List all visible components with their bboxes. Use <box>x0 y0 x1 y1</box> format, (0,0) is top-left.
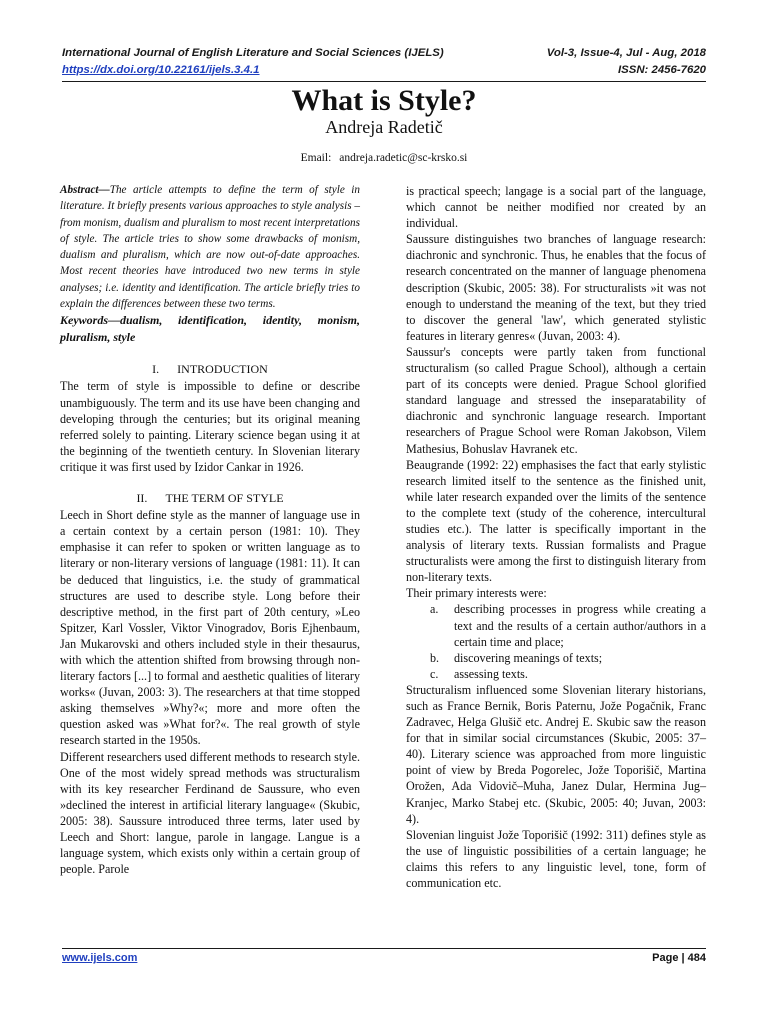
left-column <box>60 182 360 877</box>
section-heading-term-of-style <box>60 490 360 506</box>
paragraph: Beaugrande (1992: 22) emphasises the fact that early stylistic research limited itself to the sentence as the finished unit, while later research expanded over the limits of the sentence to the complete text (study of the coherence, intercultural studies etc.). The latter is specifically important in the analysis of literary texts. Russian formalists and Prague structuralists were among the first to distinguish literary from non-literary texts. <box>406 457 706 585</box>
footer-rule <box>62 948 706 949</box>
paragraph: is practical speech; langage is a social part of the language, which cannot be neither modified nor created by an individual. <box>406 184 706 231</box>
paragraph: Leech in Short define style as the manner of language use in a certain context by a certain person (1981: 10). They emphasise it can refer to spoken or written language as to literary or non-literary versions of language (1981: 11). It can be deduced that linguistics, i.e. the study of grammatical structures are used to describe style. Long before their descriptive method, in the first part of 20th century, »Leo Spitzer, Karl Vossler, Viktor Vinogradov, Boris Ejhenbaum, Jan Mukarovski and others included style in their thesaurus, with which the attention shifted from browsing through non-literary factors [...] to formal and aesthetic qualities of literary works« (Juvan, 2003: 3). The researchers at that time stopped asking themselves »Why?«; more and more often the question asked was »What for?«. The real growth of style research started in the 1950s. <box>60 508 360 748</box>
journal-name: International Journal of English Literature and Social Sciences (IJELS) <box>62 46 444 59</box>
page-number: Page | 484 <box>652 952 706 964</box>
interest-list <box>406 601 706 681</box>
running-header <box>62 44 706 78</box>
section-title: INTRODUCTION <box>177 362 268 377</box>
running-footer <box>62 952 706 964</box>
email-label: Email: <box>300 152 332 164</box>
right-column <box>406 183 706 891</box>
website-link[interactable]: www.ijels.com <box>62 952 138 964</box>
issn: ISSN: 2456-7620 <box>617 63 706 76</box>
list-marker: c. <box>430 666 439 681</box>
abstract-text: The article attempts to define the term of style in literature. It briefly presents various approaches to style analysis – from monism, dualism and pluralism to most recent interpretations of style. The article tries to show some drawbacks of monism, dualism and pluralism, which are now out-of-date approaches. Most recent theories have introduced two new terms in style analyses; i.e. identity and identification. The article briefly tries to explain the differences between these two terms. <box>60 184 360 311</box>
abstract-label: Abstract <box>60 184 99 196</box>
paragraph: Different researchers used different methods to research style. One of the most widely spread methods was structuralism with its key researcher Ferdinand de Saussure, who even »declined the interest in artificial literary language« (Skubic, 2005: 38). Saussure introduced three terms, later used by Leech and Short: langue, parole in langage. Langue is a language system, which exists only within a certain group of people. Parole <box>60 749 360 877</box>
list-item-text: discovering meanings of texts; <box>454 650 603 665</box>
list-item <box>406 666 706 682</box>
paragraph: Saussure distinguishes two branches of language research: diachronic and synchronic. Thus, he enables that the focus of research concentrated on the manner of language phenomena description (Skubic, 2005: 38). For structuralists »it was not enough to understand the meaning of the text, but they tried to discover the general 'law', which generated stylistic features in literary genres« (Juvan, 2003: 4). <box>406 232 706 343</box>
author-name: Andreja Radetič <box>325 117 443 137</box>
header-rule <box>62 81 706 82</box>
section-number: I. <box>152 362 160 377</box>
list-marker: b. <box>430 650 440 665</box>
email-line <box>0 151 768 165</box>
list-item <box>406 650 706 666</box>
section-title: THE TERM OF STYLE <box>165 491 284 506</box>
abstract-dash: — <box>98 184 110 196</box>
paragraph: Structuralism influenced some Slovenian literary historians, such as France Bernik, Boris Paternu, Jože Pogačnik, Franc Zadravec, Helga Glušič etc. Andrej E. Skubic saw the reason for that in similar social circumstances (Skubic, 2005: 37–40). Literary science was approached from more linguistic point of view by Breda Pogorelec, Jože Toporišič, Martina Orožen, Ada Vidovič–Muha, Janez Dular, Hermina Jug–Kranjec, Marko Stabej etc. (Skubic, 2005: 40; Juvan, 2003: 4). <box>406 682 706 826</box>
email-address: andreja.radetic@sc-krsko.si <box>339 152 468 164</box>
keywords: Keywords—dualism, identification, identity, monism, pluralism, style <box>60 313 360 345</box>
list-item-text: assessing texts. <box>454 666 528 681</box>
list-item-text: describing processes in progress while creating a text and the results of a certain author/authors in a certain time and place; <box>454 602 706 649</box>
volume-issue: Vol-3, Issue-4, Jul - Aug, 2018 <box>546 46 706 59</box>
paragraph: Slovenian linguist Jože Toporišič (1992: 311) defines style as the use of linguistic possibilities of a certain language; he claims this refers to any linguistic level, tone, form of communication etc. <box>406 827 706 891</box>
abstract <box>60 182 360 312</box>
paragraph: The term of style is impossible to define or describe unambiguously. The term and its use have been changing and developing through the centuries; but its original meaning referred solely to painting. Literary science began using it at the beginning of the twentieth century. In Slovenian literary critique it was first used by Izidor Cankar in 1926. <box>60 379 360 474</box>
list-marker: a. <box>430 602 439 617</box>
section-number: II. <box>136 491 148 506</box>
section-heading-introduction <box>60 361 360 377</box>
article-title: What is Style? <box>291 84 477 117</box>
doi-link[interactable]: https://dx.doi.org/10.22161/ijels.3.4.1 <box>62 63 260 76</box>
paragraph: Saussur's concepts were partly taken from functional structuralism (so called Prague School), although a certain part of its concepts were denied. Prague School glorified standard language and stressed the inseparatability of diachronic and synchronic language research. Important researchers of Prague School were Roman Jakobson, Vilem Mathesius, Bohuslav Havranek etc. <box>406 344 706 456</box>
list-item <box>406 601 706 649</box>
paragraph: Their primary interests were: <box>406 586 547 601</box>
